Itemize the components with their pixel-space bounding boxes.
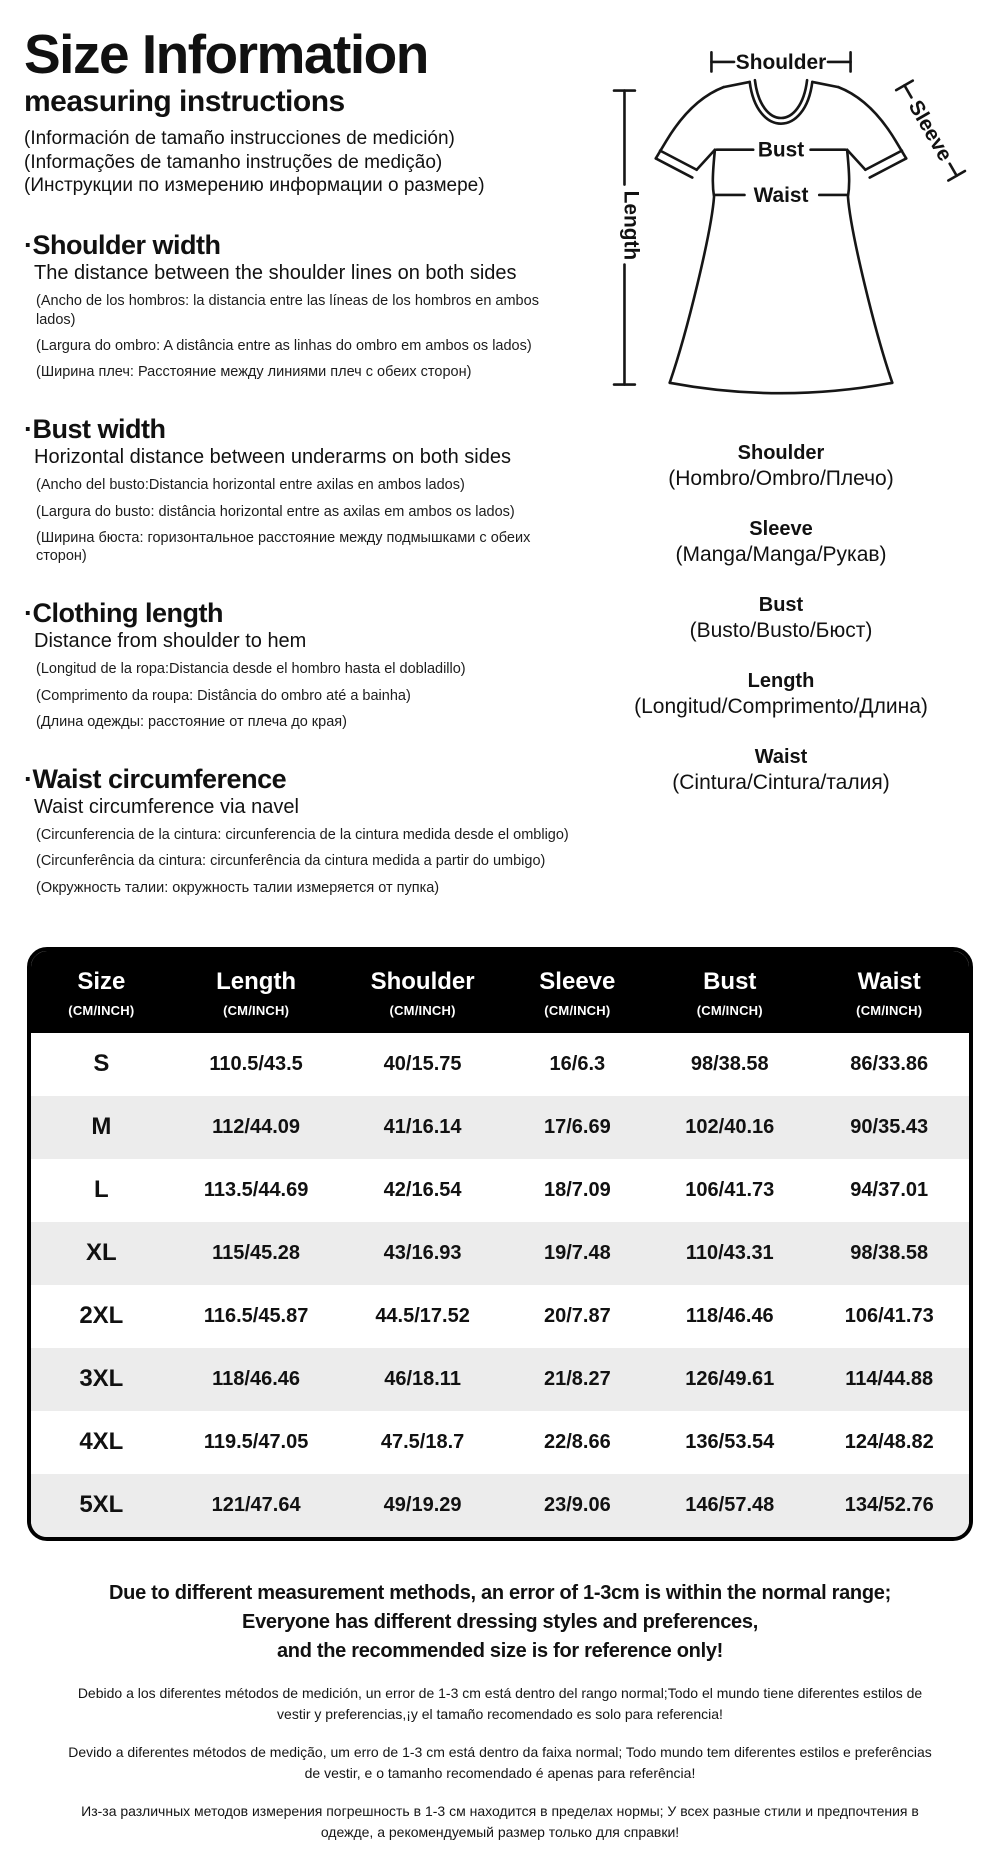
cell-bust: 126/49.61	[685, 1367, 775, 1390]
column-label: Length	[216, 967, 297, 995]
size-table-body	[31, 1033, 969, 1537]
cell-bust: 136/53.54	[685, 1430, 775, 1453]
cell-bust: 110/43.31	[685, 1241, 774, 1264]
legend-term: Length	[747, 670, 815, 692]
legend-term: Bust	[758, 594, 804, 616]
cell-shoulder: 42/16.54	[383, 1178, 462, 1201]
section-translation-pt: (Circunferência da cintura: circunferência da cintura medida a partir do umbigo)	[36, 853, 546, 870]
section-heading: ·Clothing length	[24, 598, 223, 629]
column-header-size	[31, 968, 172, 1018]
legend-translations: (Manga/Manga/Рукав)	[675, 543, 887, 566]
size-table-header	[31, 951, 969, 1033]
column-header-shoulder	[341, 968, 505, 1018]
cell-length: 112/44.09	[212, 1115, 301, 1138]
column-label: Shoulder	[370, 967, 475, 995]
cell-bust: 106/41.73	[685, 1178, 775, 1201]
legend-translations: (Hombro/Ombro/Плечо)	[668, 467, 894, 490]
top-area	[18, 23, 982, 905]
column-header-sleeve	[505, 968, 650, 1018]
cell-waist: 98/38.58	[850, 1241, 929, 1264]
section-shoulder-width	[24, 230, 580, 381]
sleeve-dimension	[894, 80, 966, 182]
dress-outline	[656, 80, 906, 393]
table-row-s	[31, 1033, 969, 1096]
column-label: Bust	[703, 967, 757, 995]
cell-sleeve: 17/6.69	[543, 1115, 611, 1138]
length-dimension-label: Length	[619, 190, 643, 261]
cell-shoulder: 41/16.14	[383, 1115, 462, 1138]
cell-size: S	[93, 1050, 110, 1078]
table-row-4xl	[31, 1411, 969, 1474]
section-translation-es: (Longitud de la ropa:Distancia desde el hombro hasta el dobladillo)	[36, 661, 466, 678]
table-row-l	[31, 1159, 969, 1222]
column-unit: (CM/INCH)	[389, 1002, 456, 1018]
legend-item-bust	[634, 594, 928, 643]
cell-length: 115/45.28	[212, 1241, 301, 1264]
table-row-m	[31, 1096, 969, 1159]
cell-waist: 94/37.01	[850, 1178, 929, 1201]
cell-sleeve: 16/6.3	[549, 1052, 606, 1075]
section-heading: ·Bust width	[24, 414, 166, 445]
column-label: Size	[77, 967, 126, 995]
cell-sleeve: 20/7.87	[543, 1304, 611, 1327]
waist-line-label: Waist	[753, 183, 809, 207]
sleeve-dimension-label: Sleeve	[903, 96, 957, 166]
legend-translations: (Busto/Busto/Бюст)	[689, 619, 873, 642]
cell-sleeve: 22/8.66	[543, 1430, 611, 1453]
section-description: Horizontal distance between underarms on both sides	[34, 446, 511, 469]
length-dimension	[614, 91, 642, 385]
section-waist-circumference	[24, 764, 580, 897]
cell-size: XL	[86, 1239, 117, 1267]
table-row-3xl	[31, 1348, 969, 1411]
bust-line-label: Bust	[757, 138, 805, 162]
column-header-bust	[650, 968, 809, 1018]
page-title: Size Information	[24, 23, 428, 85]
section-translation-es: (Ancho del busto:Distancia horizontal entre axilas en ambos lados)	[36, 477, 465, 494]
section-translation-es: (Circunferencia de la cintura: circunferencia de la cintura medida desde el ombligo)	[36, 827, 569, 844]
column-unit: (CM/INCH)	[68, 1002, 135, 1018]
page-subtitle: measuring instructions	[24, 85, 345, 119]
section-heading: ·Waist circumference	[24, 764, 287, 795]
cell-shoulder: 49/19.29	[383, 1493, 462, 1516]
cell-waist: 134/52.76	[844, 1493, 934, 1516]
cell-size: M	[91, 1113, 112, 1141]
cell-bust: 118/46.46	[685, 1304, 774, 1327]
column-header-waist	[809, 968, 968, 1018]
table-row-xl	[31, 1222, 969, 1285]
section-clothing-length	[24, 598, 580, 731]
section-description: The distance between the shoulder lines on both sides	[34, 262, 517, 285]
column-unit: (CM/INCH)	[856, 1002, 923, 1018]
cell-sleeve: 19/7.48	[543, 1241, 611, 1264]
cell-bust: 98/38.58	[690, 1052, 769, 1075]
legend-item-sleeve	[634, 518, 928, 567]
size-table	[27, 947, 973, 1541]
section-translation-ru: (Окружность талии: окружность талии измеряется от пупка)	[36, 879, 440, 896]
column-unit: (CM/INCH)	[223, 1002, 290, 1018]
cell-size: 4XL	[79, 1428, 124, 1456]
cell-length: 121/47.64	[211, 1493, 301, 1516]
legend-item-waist	[634, 746, 928, 795]
legend-term: Shoulder	[737, 442, 825, 464]
section-translation-ru: (Ширина бюста: горизонтальное расстояние между подмышками с обеих сторон)	[36, 529, 531, 565]
section-bust-width	[24, 414, 580, 565]
cell-size: 5XL	[79, 1491, 124, 1519]
cell-size: 2XL	[79, 1302, 124, 1330]
disclaimer-en-line2: Everyone has different dressing styles and preferences,	[242, 1610, 758, 1633]
cell-size: 3XL	[79, 1365, 124, 1393]
disclaimer-pt: Devido a diferentes métodos de medição, um erro de 1-3 cm está dentro da faixa normal; Todo mundo tem diferentes estilos e preferências de vestir, e o tamanho recomendado é apenas para referência!	[68, 1743, 932, 1781]
section-translation-ru: (Ширина плеч: Расстояние между линиями плеч с обеих сторон)	[36, 364, 472, 381]
section-translation-pt: (Comprimento da roupa: Distância do ombro até a bainha)	[36, 687, 411, 704]
measurement-legend	[634, 442, 928, 822]
subtitle-translation-ru: (Инструкции по измерению информации о размере)	[24, 174, 485, 196]
legend-term: Sleeve	[749, 518, 813, 540]
disclaimer-es: Debido a los diferentes métodos de medición, un error de 1-3 cm está dentro del rango normal;Todo el mundo tiene diferentes estilos de vestir y preferencias,¡y el tamaño recomendado es solo para referencia!	[77, 1684, 923, 1722]
table-row-5xl	[31, 1474, 969, 1537]
section-translation-pt: (Largura do ombro: A distância entre as linhas do ombro em ambos os lados)	[36, 337, 532, 354]
cell-shoulder: 40/15.75	[383, 1052, 462, 1075]
cell-sleeve: 18/7.09	[543, 1178, 611, 1201]
section-translation-es: (Ancho de los hombros: la distancia entre las líneas de los hombros en ambos lados)	[36, 293, 539, 328]
legend-item-length	[634, 670, 928, 719]
cell-bust: 146/57.48	[685, 1493, 775, 1516]
section-translation-pt: (Largura do busto: distância horizontal entre as axilas em ambos os lados)	[36, 503, 515, 520]
dress-measurement-diagram	[581, 32, 981, 424]
cell-waist: 90/35.43	[850, 1115, 929, 1138]
cell-waist: 114/44.88	[845, 1367, 934, 1390]
diagram-column	[580, 26, 982, 822]
cell-bust: 102/40.16	[685, 1115, 775, 1138]
column-header-length	[172, 968, 341, 1018]
cell-length: 119.5/47.05	[203, 1430, 309, 1453]
cell-shoulder: 43/16.93	[383, 1241, 462, 1264]
cell-waist: 124/48.82	[844, 1430, 934, 1453]
disclaimer-en-line1: Due to different measurement methods, an error of 1-3cm is within the normal range;	[109, 1581, 891, 1604]
cell-shoulder: 44.5/17.52	[375, 1304, 470, 1327]
disclaimer-notes	[18, 1579, 982, 1843]
legend-item-shoulder	[634, 442, 928, 491]
instructions-column	[18, 23, 580, 905]
cell-length: 118/46.46	[212, 1367, 301, 1390]
column-label: Sleeve	[539, 967, 616, 995]
cell-length: 113.5/44.69	[203, 1178, 309, 1201]
legend-translations: (Longitud/Comprimento/Длина)	[634, 695, 928, 718]
cell-size: L	[94, 1176, 109, 1204]
section-translation-ru: (Длина одежды: расстояние от плеча до края)	[36, 713, 347, 730]
cell-shoulder: 46/18.11	[384, 1367, 461, 1390]
cell-waist: 86/33.86	[850, 1052, 929, 1075]
cell-sleeve: 21/8.27	[543, 1367, 611, 1390]
waist-line	[715, 184, 847, 207]
column-unit: (CM/INCH)	[544, 1002, 611, 1018]
cell-shoulder: 47.5/18.7	[380, 1430, 465, 1453]
legend-term: Waist	[754, 746, 808, 768]
disclaimer-en-line3: and the recommended size is for reference only!	[276, 1639, 724, 1662]
column-unit: (CM/INCH)	[696, 1002, 763, 1018]
bust-line	[717, 139, 846, 162]
shoulder-dimension	[711, 51, 850, 74]
cell-waist: 106/41.73	[844, 1304, 934, 1327]
cell-length: 116.5/45.87	[203, 1304, 309, 1327]
cell-sleeve: 23/9.06	[543, 1493, 611, 1516]
section-description: Distance from shoulder to hem	[34, 630, 307, 653]
table-row-2xl	[31, 1285, 969, 1348]
subtitle-translation-pt: (Informações de tamanho instruções de medição)	[24, 151, 443, 173]
column-label: Waist	[857, 967, 921, 995]
legend-translations: (Cintura/Cintura/талия)	[672, 771, 890, 794]
disclaimer-ru: Из-за различных методов измерения погрешность в 1-3 см находится в пределах нормы; У всех разные стили и предпочтения в одежде, а рекомендуемый размер только для справки!	[81, 1802, 919, 1840]
section-description: Waist circumference via navel	[34, 796, 299, 819]
shoulder-dimension-label: Shoulder	[735, 50, 827, 74]
section-heading: ·Shoulder width	[24, 230, 221, 261]
subtitle-translation-es: (Información de tamaño instrucciones de medición)	[24, 128, 455, 150]
cell-length: 110.5/43.5	[209, 1052, 303, 1075]
